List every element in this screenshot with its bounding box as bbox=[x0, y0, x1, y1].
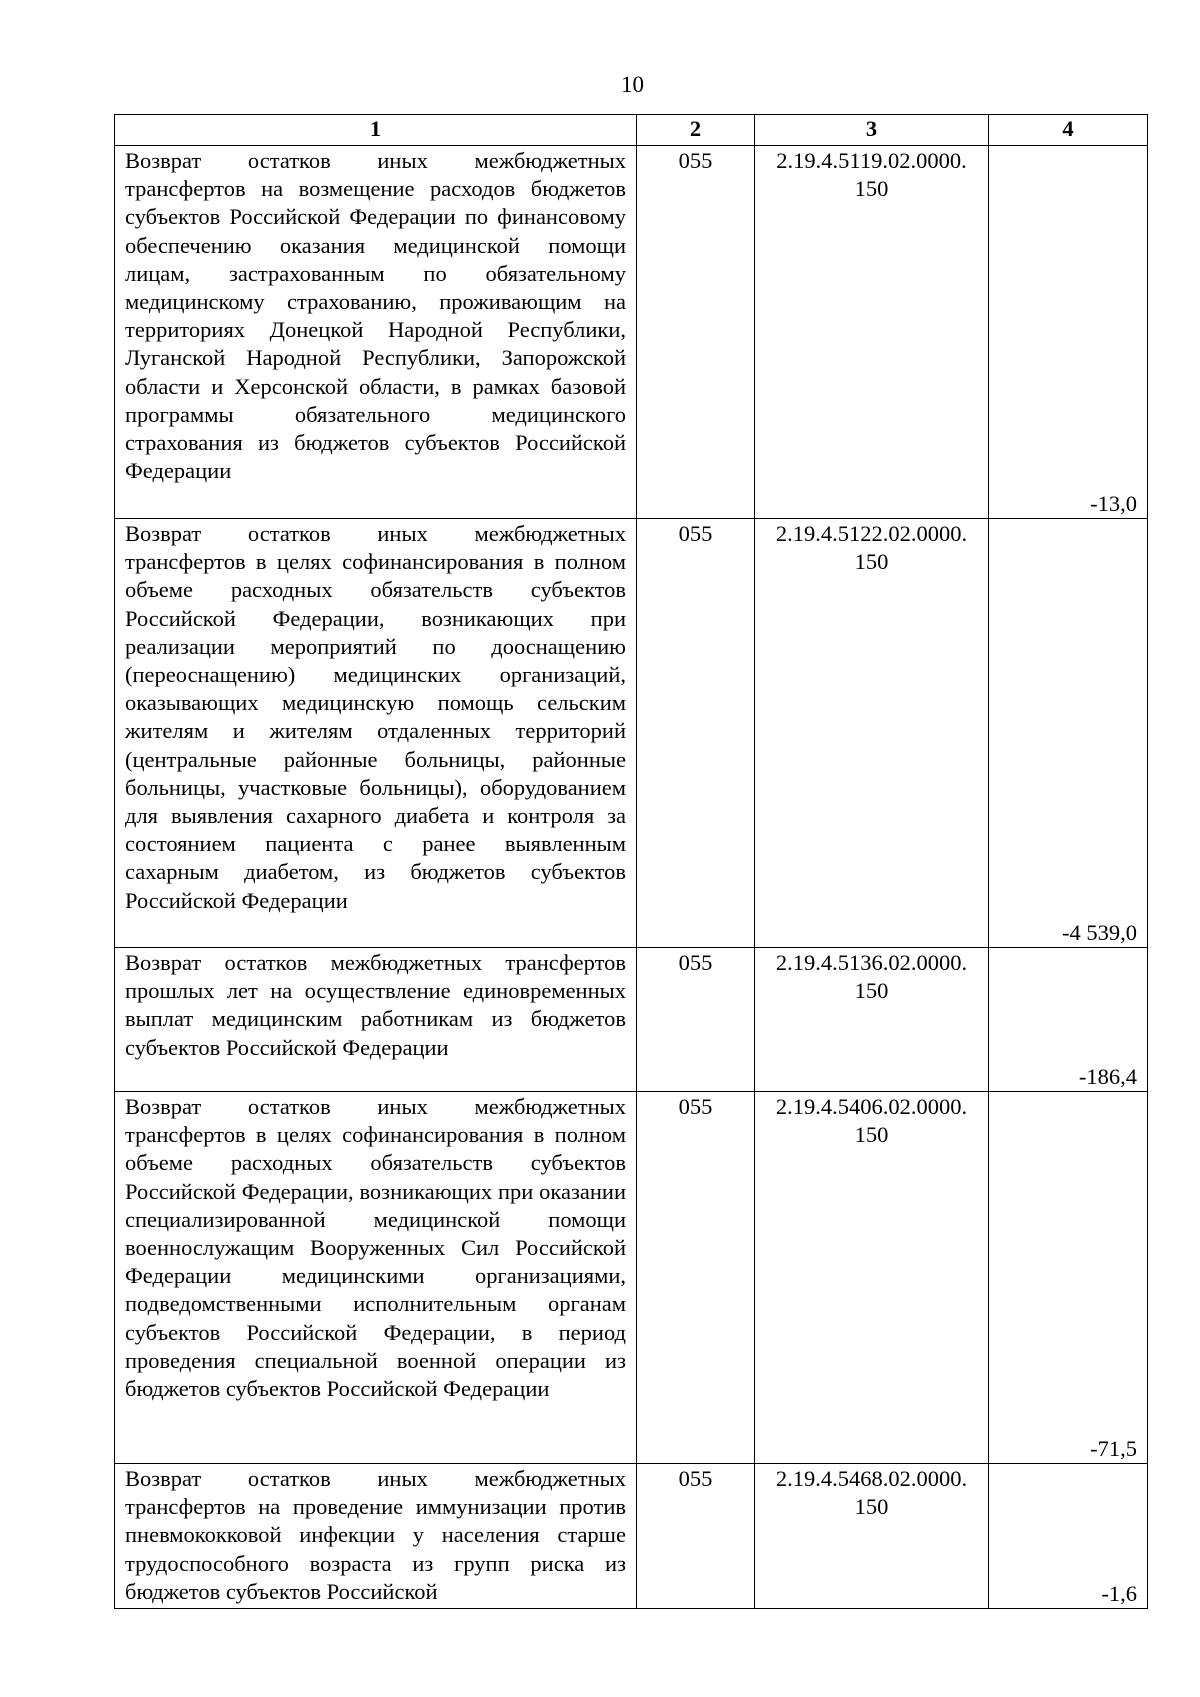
row-admin-code: 055 bbox=[637, 1464, 755, 1609]
row-description: Возврат остатков иных межбюджетных трансфертов на проведение иммунизации против пневмококковой инфекции у населения старше трудоспособного возраста из групп риска из бюджетов субъектов Российской bbox=[115, 1464, 637, 1609]
budget-code-suffix: 150 bbox=[854, 1494, 889, 1520]
column-header: 2 bbox=[637, 115, 755, 146]
budget-code-suffix: 150 bbox=[854, 1122, 889, 1148]
row-amount: -4 539,0 bbox=[989, 519, 1148, 948]
table-row bbox=[115, 1092, 1148, 1464]
budget-code-line: 2.19.4.5468.02.0000. bbox=[775, 1466, 968, 1491]
budget-code-line: 2.19.4.5122.02.0000. bbox=[775, 521, 968, 546]
page-number: 10 bbox=[621, 72, 644, 97]
budget-code-line: 2.19.4.5136.02.0000. bbox=[775, 950, 968, 975]
budget-code-line: 2.19.4.5119.02.0000. bbox=[776, 148, 967, 173]
table-row bbox=[115, 1464, 1148, 1609]
table-row bbox=[115, 519, 1148, 948]
row-admin-code: 055 bbox=[637, 1092, 755, 1464]
row-admin-code: 055 bbox=[637, 948, 755, 1092]
row-budget-code bbox=[755, 1464, 989, 1609]
table-header-row bbox=[115, 115, 1148, 146]
row-amount: -71,5 bbox=[989, 1092, 1148, 1464]
budget-code-suffix: 150 bbox=[854, 176, 889, 202]
column-header: 3 bbox=[755, 115, 989, 146]
row-amount: -186,4 bbox=[989, 948, 1148, 1092]
row-description: Возврат остатков иных межбюджетных трансфертов в целях софинансирования в полном объеме расходных обязательств субъектов Российской Федерации, возникающих при оказании специализированной медицинской помощи военнослужащим Вооруженных Сил Российской Федерации медицинскими организациями, подведомственными исполнительным органам субъектов Российской Федерации, в период проведения специальной военной операции из бюджетов субъектов Российской Федерации bbox=[115, 1092, 637, 1464]
row-budget-code bbox=[755, 519, 989, 948]
row-description: Возврат остатков иных межбюджетных трансфертов на возмещение расходов бюджетов субъектов Российской Федерации по финансовому обеспечению оказания медицинской помощи лицам, застрахованным по обязательному медицинскому страхованию, проживающим на территориях Донецкой Народной Республики, Луганской Народной Республики, Запорожской области и Херсонской области, в рамках базовой программы обязательного медицинского страхования из бюджетов субъектов Российской Федерации bbox=[115, 146, 637, 519]
budget-table bbox=[114, 114, 1148, 1609]
row-amount: -13,0 bbox=[989, 146, 1148, 519]
budget-code-suffix: 150 bbox=[854, 549, 889, 575]
row-budget-code bbox=[755, 948, 989, 1092]
column-header: 1 bbox=[115, 115, 637, 146]
row-admin-code: 055 bbox=[637, 519, 755, 948]
column-header: 4 bbox=[989, 115, 1148, 146]
table-row bbox=[115, 146, 1148, 519]
row-admin-code: 055 bbox=[637, 146, 755, 519]
row-budget-code bbox=[755, 1092, 989, 1464]
budget-code-line: 2.19.4.5406.02.0000. bbox=[775, 1094, 968, 1119]
budget-code-suffix: 150 bbox=[854, 978, 889, 1004]
row-budget-code bbox=[755, 146, 989, 519]
row-description: Возврат остатков межбюджетных трансфертов прошлых лет на осуществление единовременных выплат медицинским работникам из бюджетов субъектов Российской Федерации bbox=[115, 948, 637, 1092]
row-description: Возврат остатков иных межбюджетных трансфертов в целях софинансирования в полном объеме расходных обязательств субъектов Российской Федерации, возникающих при реализации мероприятий по дооснащению (переоснащению) медицинских организаций, оказывающих медицинскую помощь сельским жителям и жителям отдаленных территорий (центральные районные больницы, районные больницы, участковые больницы), оборудованием для выявления сахарного диабета и контроля за состоянием пациента с ранее выявленным сахарным диабетом, из бюджетов субъектов Российской Федерации bbox=[115, 519, 637, 948]
table-row bbox=[115, 948, 1148, 1092]
row-amount: -1,6 bbox=[989, 1464, 1148, 1609]
